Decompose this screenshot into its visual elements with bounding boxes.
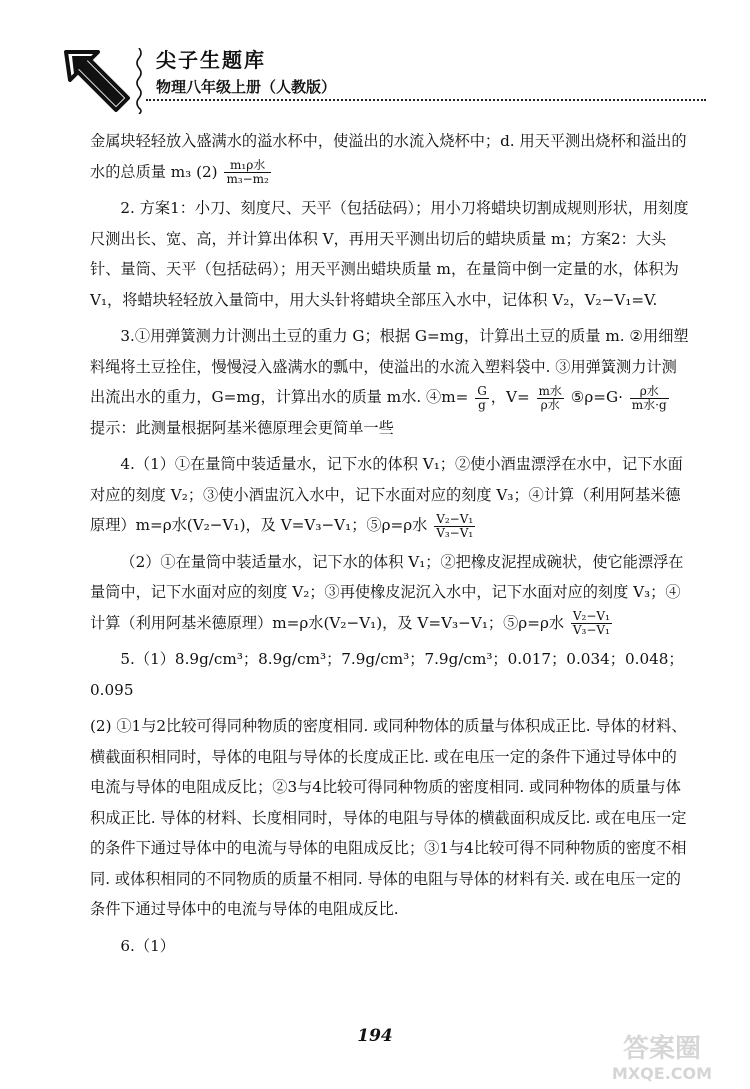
answer-4-part-2-text: （2）①在量筒中装适量水，记下水的体积 V₁；②把橡皮泥捏成碗状，使它能漂浮在量筒中，记下水面对应的刻度 V₂；③再使橡皮泥沉入水中，记下水面对应的刻度 V₃；④计算（利用阿基米德原理）m=ρ水(V₂−V₁)，及 V=V₃−V₁；⑤ρ=ρ水 <box>90 552 684 632</box>
fraction-numerator: G <box>477 383 487 398</box>
fraction <box>537 385 564 412</box>
answer-4-part-2 <box>90 547 690 639</box>
fraction-denominator: V₃−V₁ <box>572 623 610 637</box>
answer-3-hint: 提示：此测量根据阿基米德原理会更简单一些 <box>90 418 394 437</box>
fraction-numerator: m₁ρ水 <box>224 159 270 173</box>
fraction-denominator: ρ水 <box>540 397 560 412</box>
fraction <box>434 513 475 540</box>
fraction-denominator: m₃−m₂ <box>226 172 269 186</box>
page-number: 194 <box>357 1026 393 1046</box>
answer-5-part-1: 5.（1）8.9g/cm³；8.9g/cm³；7.9g/cm³；7.9g/cm³；0.017；0.034；0.048；0.095 <box>90 650 684 699</box>
book-subtitle: 物理八年级上册（人教版） <box>156 78 337 96</box>
answer-5-part-2: (2) ①1与2比较可得同种物质的密度相同. 或同种物体的质量与体积成正比. 导体的材料、横截面积相同时，导体的电阻与导体的长度成正比. 或在电压一定的条件下通过导体中的电流与导体的电阻成反比；②3与4比较可得同种物质的密度相同. 或同种物体的质量与体积成正比. 导体的材料、长度相同时，导体的电阻与导体的横截面积成反比. 或在电压一定的条件下通过导体中的电流与导体的电阻成反比；③1与4比较可得不同种物质的密度不相同. 或体积相同的不同物质的质量不相同. 导体的电阻与导体的材料有关. 或在电压一定的条件下通过导体中的电流与导体的电阻成反比. <box>90 717 687 918</box>
fraction-denominator: g <box>478 397 486 412</box>
answer-4-text: 4.（1）①在量筒中装适量水，记下水的体积 V₁；②使小酒盅漂浮在水中，记下水面对应的刻度 V₂；③使小酒盅沉入水中，记下水面对应的刻度 V₃；④计算（利用阿基米德原理）m=ρ水(V₂−V₁)，及 V=V₃−V₁；⑤ρ=ρ水 <box>90 455 683 534</box>
watermark-logo <box>582 1027 742 1083</box>
fraction-numerator: ρ水 <box>630 385 669 399</box>
watermark-line-1: 答案圈 <box>622 1034 702 1064</box>
fraction-denominator: V₃−V₁ <box>436 525 474 540</box>
answer-3 <box>90 321 690 443</box>
answer-2: 2. 方案1：小刀、刻度尺、天平（包括砝码）；用小刀将蜡块切割成规则形状，用刻度尺测出长、宽、高，并计算出体积 V，再用天平测出切后的蜡块质量 m；方案2：大头针、量筒、天平（包括砝码）；用天平测出蜡块质量 m，在量筒中倒一定量的水，体积为 V₁，将蜡块轻轻放入量筒中，用大头针将蜡块全部压入水中，记体积 V₂，V₂−V₁=V. <box>90 199 689 309</box>
book-brand: 尖子生题库 <box>156 48 266 72</box>
wavy-divider-icon <box>134 48 144 114</box>
answer-4-part-1 <box>90 449 690 541</box>
page-header <box>62 40 702 120</box>
header-dotted-rule <box>146 99 706 101</box>
answer-3-text-c: ⑤ρ=G· <box>565 388 623 406</box>
arrow-logo-icon <box>62 46 134 118</box>
paragraph-1 <box>90 126 690 187</box>
fraction-numerator: V₂−V₁ <box>436 511 474 526</box>
paragraph-1-text: 金属块轻轻放入盛满水的溢水杯中，使溢出的水流入烧杯中；d. 用天平测出烧杯和溢出的水的总质量 m₃ (2) <box>90 132 687 181</box>
fraction <box>571 610 612 637</box>
answer-3-text-a: 3.①用弹簧测力计测出土豆的重力 G；根据 G=mg，计算出土豆的质量 m. ②用细塑料绳将土豆拴住，慢慢浸入盛满水的瓢中，使溢出的水流入塑料袋中. ③用弹簧测力计测出流出水的重力，G=mg，计算出水的质量 m水. ④m= <box>90 327 689 406</box>
answer-3-text-b: ，V= <box>490 388 530 406</box>
fraction <box>475 385 489 412</box>
answer-6: 6.（1） <box>120 936 175 955</box>
fraction <box>224 159 270 186</box>
fraction-numerator: m水 <box>538 383 562 398</box>
fraction <box>630 385 669 412</box>
fraction-denominator: m水·g <box>631 397 667 412</box>
watermark-line-2: MXQE.COM <box>611 1064 713 1083</box>
answer-content <box>90 126 690 967</box>
fraction-numerator: V₂−V₁ <box>572 609 610 623</box>
